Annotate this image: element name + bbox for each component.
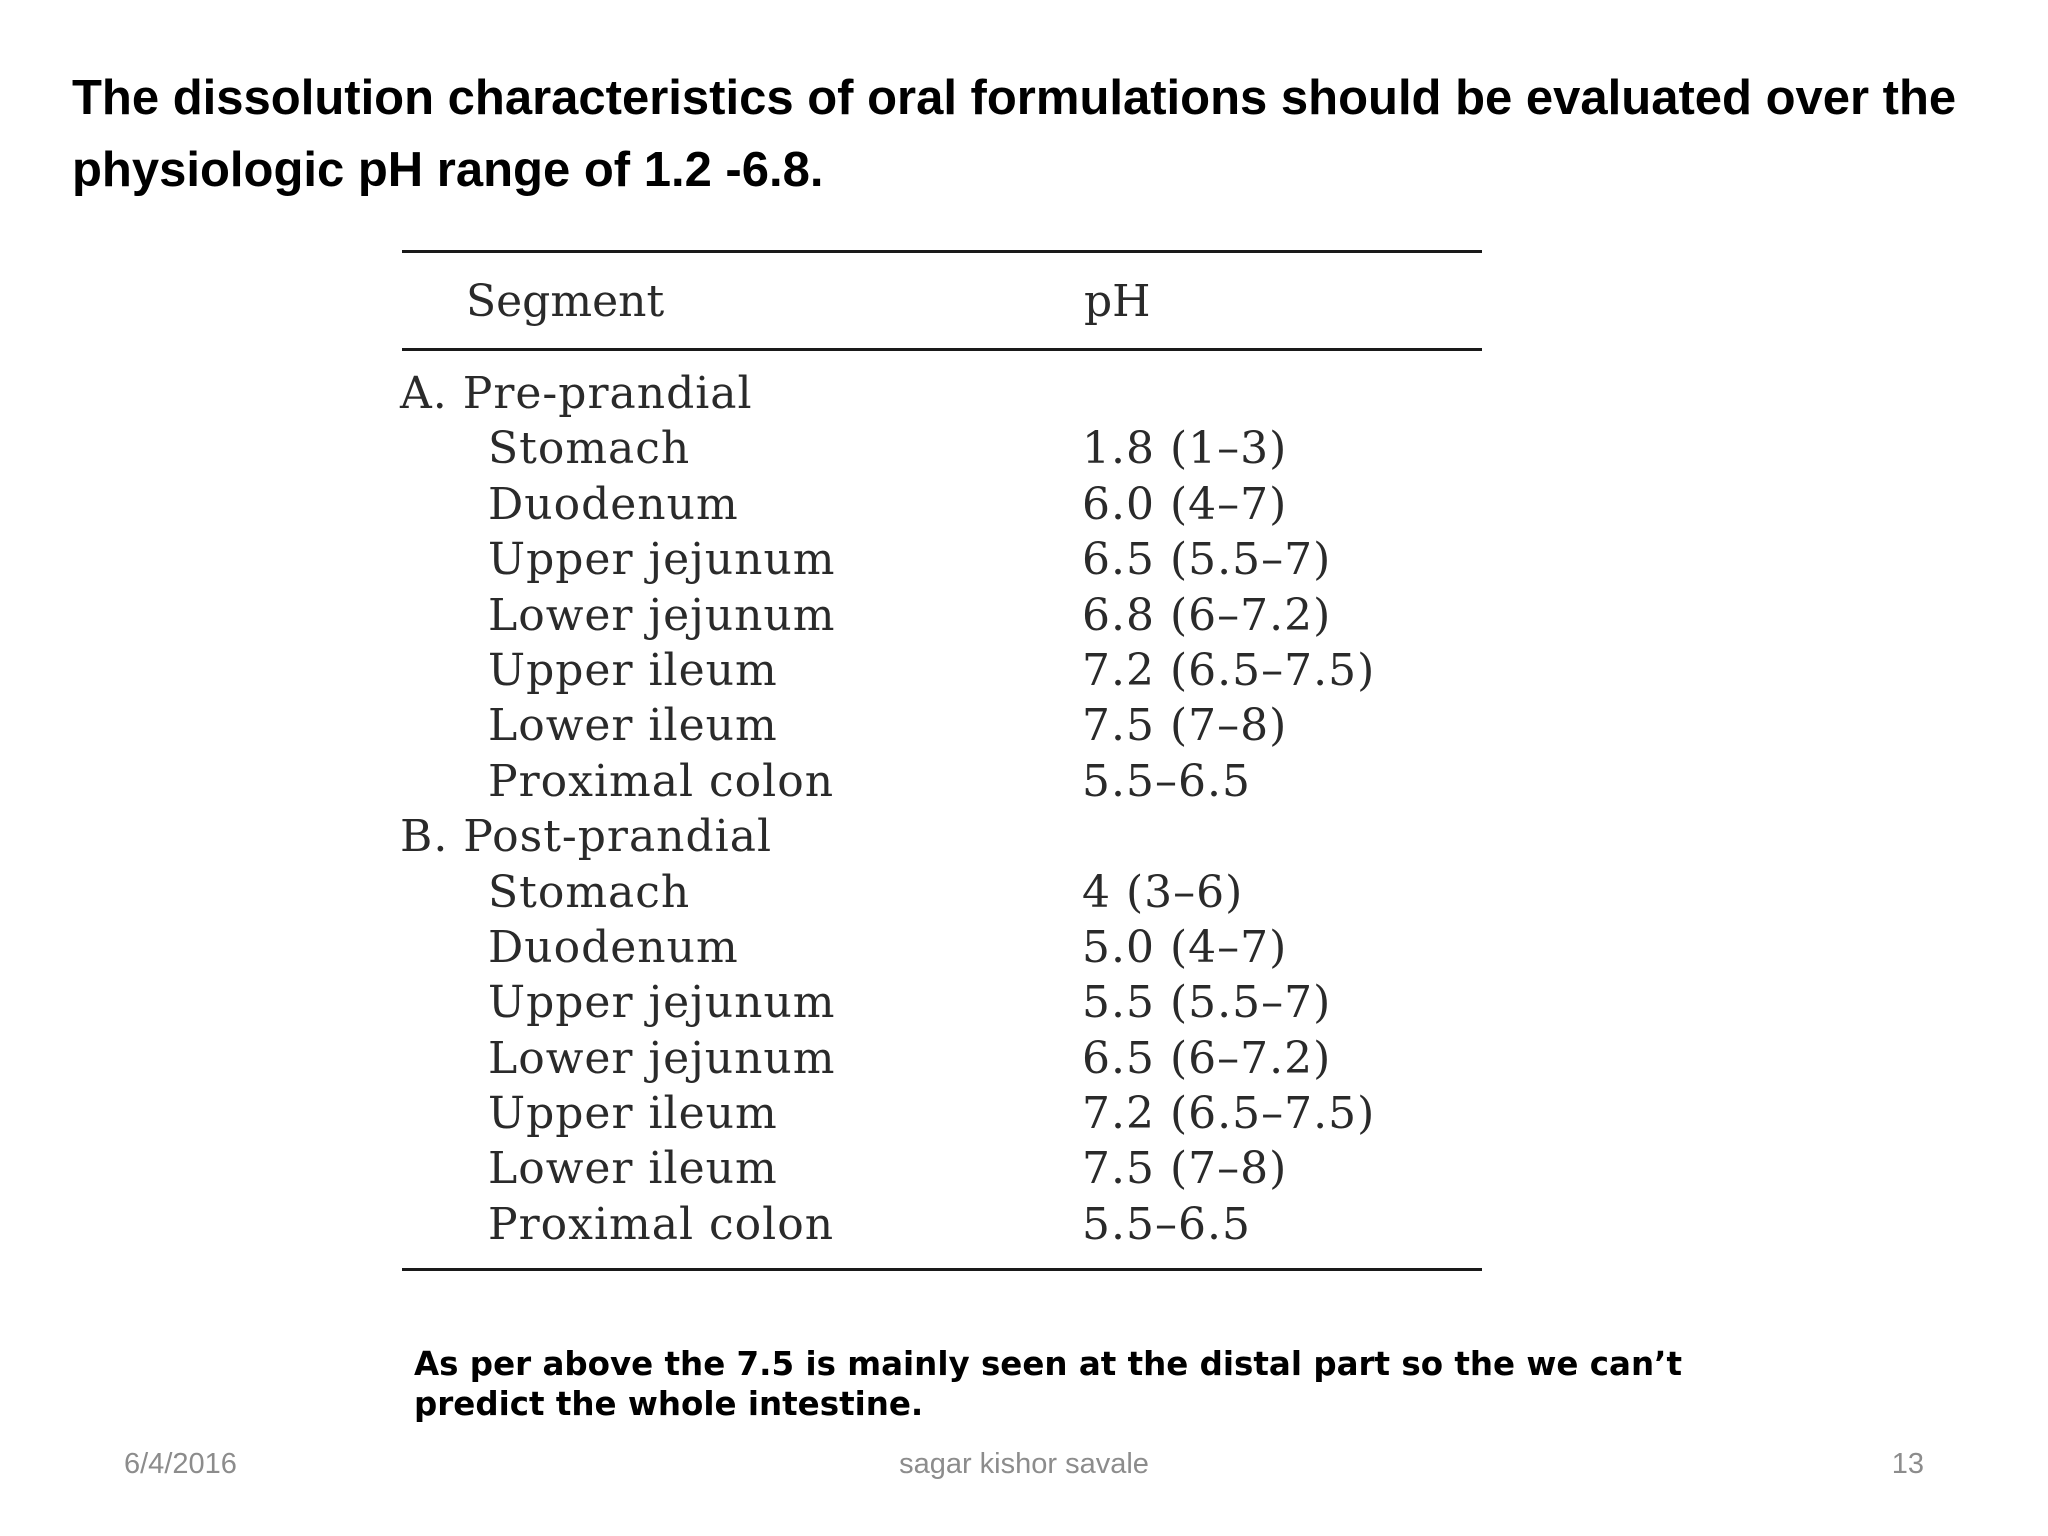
table-row [378, 590, 1490, 645]
segment-cell: Lower jejunum [488, 589, 836, 641]
table-row [378, 479, 1490, 534]
slide-note: As per above the 7.5 is mainly seen at the distal part so the we can’t predict the whole intestine. [414, 1345, 1683, 1423]
table-row [378, 423, 1490, 478]
segment-cell: Upper jejunum [488, 977, 836, 1029]
table-row [378, 1143, 1490, 1198]
table-row [378, 1033, 1490, 1088]
table-row [378, 1088, 1490, 1143]
ph-table [378, 236, 1490, 1286]
ph-cell: 6.0 (4–7) [1082, 478, 1288, 530]
table-group-row [378, 368, 1490, 423]
table-top-rule [402, 250, 1482, 253]
table-row [378, 756, 1490, 811]
table-group-row [378, 811, 1490, 866]
table-row [378, 977, 1490, 1032]
segment-cell: Stomach [488, 866, 691, 918]
table-header-rule [402, 348, 1482, 351]
ph-cell: 5.5–6.5 [1082, 755, 1251, 807]
segment-cell: Duodenum [488, 478, 739, 530]
footer-date: 6/4/2016 [124, 1448, 237, 1480]
table-row [378, 645, 1490, 700]
segment-cell: A. Pre-prandial [400, 368, 753, 419]
table-row [378, 867, 1490, 922]
table-body [378, 368, 1490, 1254]
segment-cell: Lower ileum [488, 700, 778, 752]
segment-cell: Stomach [488, 423, 691, 475]
segment-cell: Upper jejunum [488, 534, 836, 586]
segment-cell: Lower ileum [488, 1143, 778, 1195]
footer-page-number: 13 [1891, 1448, 1924, 1480]
segment-cell: Proximal colon [488, 1198, 835, 1250]
ph-cell: 7.5 (7–8) [1082, 1143, 1288, 1195]
segment-cell: B. Post-prandial [400, 811, 773, 863]
table-row [378, 700, 1490, 755]
ph-cell: 4 (3–6) [1082, 866, 1244, 918]
ph-cell: 6.5 (6–7.2) [1082, 1032, 1332, 1084]
footer-author: sagar kishor savale [899, 1448, 1149, 1480]
segment-cell: Upper ileum [488, 644, 778, 696]
table-row [378, 1199, 1490, 1254]
ph-cell: 6.8 (6–7.2) [1082, 589, 1332, 641]
ph-cell: 7.2 (6.5–7.5) [1082, 1088, 1376, 1140]
ph-cell: 5.5–6.5 [1082, 1198, 1251, 1250]
table-row [378, 534, 1490, 589]
segment-cell: Upper ileum [488, 1088, 778, 1140]
ph-cell: 1.8 (1–3) [1082, 423, 1288, 475]
table-row [378, 922, 1490, 977]
ph-cell: 6.5 (5.5–7) [1082, 534, 1332, 586]
table-bottom-rule [402, 1268, 1482, 1271]
ph-cell: 5.0 (4–7) [1082, 921, 1288, 973]
slide-title: The dissolution characteristics of oral formulations should be evaluated over the physiologic pH range of 1.2 -6.8. [72, 71, 1957, 197]
segment-cell: Proximal colon [488, 755, 835, 807]
ph-cell: 5.5 (5.5–7) [1082, 977, 1332, 1029]
column-header-segment: Segment [466, 276, 665, 327]
segment-cell: Lower jejunum [488, 1032, 836, 1084]
ph-cell: 7.2 (6.5–7.5) [1082, 644, 1376, 696]
ph-cell: 7.5 (7–8) [1082, 700, 1288, 752]
segment-cell: Duodenum [488, 921, 739, 973]
column-header-ph: pH [1084, 276, 1151, 327]
